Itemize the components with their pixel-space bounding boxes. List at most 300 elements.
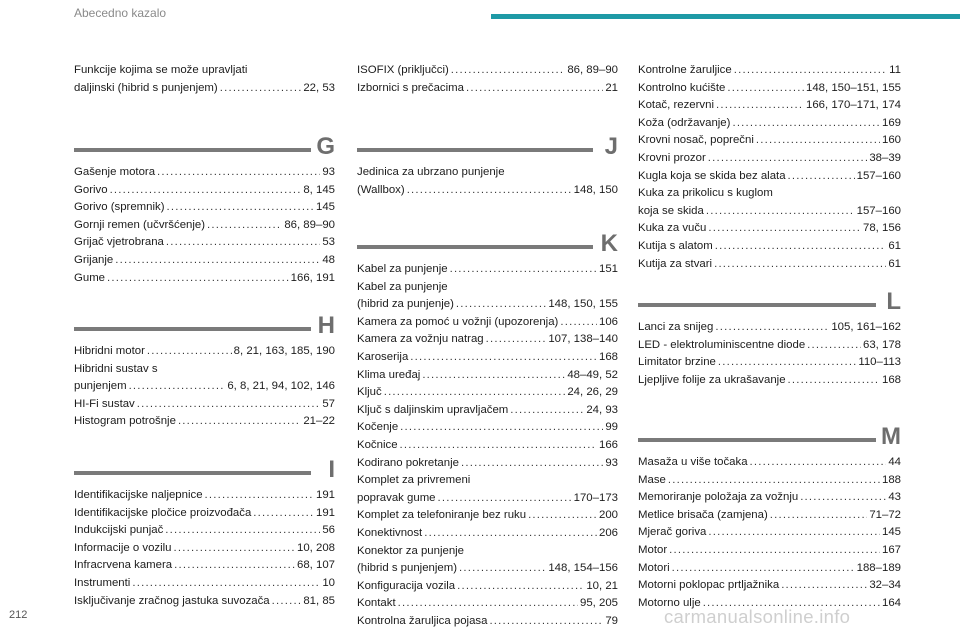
index-entry[interactable] <box>638 319 901 337</box>
index-entry-pages[interactable]: 61 <box>888 240 901 252</box>
index-entry-label: Kugla koja se skida bez alata <box>638 169 786 182</box>
index-entry[interactable] <box>357 349 618 367</box>
index-entry-line <box>357 331 618 349</box>
dot-leader <box>457 578 584 596</box>
section-letter: G <box>316 133 335 160</box>
index-entry-pages[interactable]: 86, 89–90 <box>567 64 618 76</box>
dot-leader <box>708 220 861 238</box>
index-entry-line <box>74 378 335 396</box>
index-entry-pages[interactable]: 148, 150, 155 <box>548 298 618 311</box>
index-entry-label: Kotač, rezervni <box>638 99 714 112</box>
index-entry-pages[interactable]: 78, 156 <box>862 222 901 235</box>
index-entry-label: Mase <box>638 473 666 486</box>
dot-leader <box>272 593 302 611</box>
index-entry-line <box>74 234 335 252</box>
index-entry[interactable] <box>357 595 618 613</box>
index-entry-label: Kutija s alatom <box>638 240 713 252</box>
dot-leader <box>708 524 880 542</box>
index-entry-line <box>638 62 901 80</box>
index-entry[interactable] <box>74 182 335 200</box>
dot-leader <box>424 525 597 543</box>
index-entry[interactable] <box>638 489 901 507</box>
dot-leader <box>167 199 314 217</box>
dot-leader <box>668 472 880 490</box>
index-entry-pages[interactable]: 166, 191 <box>290 271 335 284</box>
index-entry-text: Kuka za prikolicu s kuglom <box>638 187 773 200</box>
index-entry-pages[interactable]: 93 <box>322 166 335 178</box>
index-entry-pages[interactable]: 188 <box>881 473 901 486</box>
index-entry-pages[interactable]: 71–72 <box>869 508 901 521</box>
header-accent-bar <box>491 14 960 19</box>
index-entry-label: Memoriranje položaja za vožnju <box>638 491 799 504</box>
index-entry-pages[interactable]: 10, 21 <box>586 579 618 592</box>
index-entry-label: Kontrolne žaruljice <box>638 64 732 76</box>
index-entry-line <box>74 487 335 505</box>
index-entry-label: Kutija za stvari <box>638 257 713 270</box>
index-entry-line <box>638 542 901 560</box>
dot-leader <box>461 455 603 473</box>
index-entry-label: popravak gume <box>357 491 436 504</box>
index-entry[interactable] <box>638 62 901 80</box>
section-letter: M <box>881 423 901 450</box>
index-entry[interactable] <box>74 270 335 288</box>
index-entry-line <box>74 343 335 361</box>
index-entry-line <box>638 97 901 115</box>
index-entry[interactable] <box>638 115 901 133</box>
index-entry[interactable] <box>357 261 618 279</box>
index-entry-label: Koža (održavanje) <box>638 116 731 129</box>
index-entry-label: Kodirano pokretanje <box>357 456 459 469</box>
index-entry-label: Kabel za punjenje <box>357 263 448 275</box>
index-entry-line <box>357 613 618 631</box>
dot-leader <box>207 217 282 235</box>
section-letter: J <box>604 133 618 160</box>
index-entry-pages[interactable]: 32–34 <box>869 579 901 592</box>
index-entry[interactable] <box>357 62 618 80</box>
index-entry-pages[interactable]: 48–49, 52 <box>567 368 618 381</box>
index-entry[interactable] <box>74 413 335 431</box>
dot-leader <box>788 372 880 390</box>
index-entry-line <box>357 437 618 455</box>
index-entry-line <box>638 319 901 337</box>
index-entry-pages[interactable]: 110–113 <box>858 356 901 369</box>
dot-leader <box>715 238 887 256</box>
index-entry[interactable] <box>74 540 335 558</box>
index-entry-pages[interactable]: 53 <box>322 236 335 249</box>
index-entry-label: Ključ s daljinskim upravljačem <box>357 403 509 416</box>
index-entry[interactable] <box>357 472 618 507</box>
index-entry-line <box>638 372 901 390</box>
index-entry[interactable] <box>74 522 335 540</box>
index-entry-pages[interactable]: 170–173 <box>573 491 618 504</box>
index-entry-label: (hibrid s punjenjem) <box>357 562 458 575</box>
index-entry-pages[interactable]: 21–22 <box>303 415 335 428</box>
index-entry-text: Komplet za privremeni <box>357 474 471 487</box>
index-entry-line <box>638 168 901 186</box>
index-entry-pages[interactable]: 188–189 <box>856 561 901 574</box>
index-entry-line <box>638 507 901 525</box>
index-entry-label: Klima uređaj <box>357 368 421 381</box>
index-entry-line <box>357 507 618 525</box>
index-entry[interactable] <box>638 220 901 238</box>
dot-leader <box>528 507 597 525</box>
dot-leader <box>706 203 855 221</box>
dot-leader <box>486 331 547 349</box>
index-entry-pages[interactable]: 107, 138–140 <box>548 333 618 346</box>
index-entry-pages[interactable]: 38–39 <box>869 152 901 164</box>
index-entry-label: Kontrolno kućište <box>638 81 726 94</box>
index-entry-pages[interactable]: 24, 93 <box>586 403 618 416</box>
index-entry-label: Gume <box>74 271 106 284</box>
index-entry-pages[interactable]: 167 <box>881 544 901 556</box>
index-entry[interactable] <box>357 543 618 578</box>
index-entry-line <box>638 560 901 578</box>
index-entry-label: Gorivo <box>74 183 108 196</box>
index-entry-label: Lanci za snijeg <box>638 321 714 333</box>
dot-leader <box>466 80 603 98</box>
index-entry-label: Kuka za vuču <box>638 222 707 235</box>
index-entry[interactable] <box>638 560 901 578</box>
dot-leader <box>398 595 578 613</box>
dot-leader <box>384 384 566 402</box>
index-entry[interactable] <box>74 593 335 611</box>
index-entry-line <box>357 543 618 561</box>
index-entry-pages[interactable]: 99 <box>605 421 618 434</box>
index-entry-label: Gašenje motora <box>74 166 156 178</box>
index-entry-pages[interactable]: 148, 150 <box>573 183 618 196</box>
index-entry-label: Konektivnost <box>357 527 423 539</box>
index-entry-label: Konfiguracija vozila <box>357 579 456 592</box>
index-entry-label: Gornji remen (učvršćenje) <box>74 218 206 231</box>
index-entry-pages[interactable]: 191 <box>315 489 335 501</box>
index-entry-line <box>638 489 901 507</box>
index-entry-line <box>74 164 335 182</box>
index-entry-pages[interactable]: 48 <box>322 254 335 266</box>
index-entry[interactable] <box>357 525 618 543</box>
dot-leader <box>459 560 546 578</box>
index-entry-label: Izbornici s prečacima <box>357 81 464 94</box>
index-entry-line <box>74 396 335 414</box>
index-entry-pages[interactable]: 68, 107 <box>296 559 335 572</box>
index-entry[interactable] <box>74 343 335 361</box>
index-entry-pages[interactable]: 61 <box>888 257 901 270</box>
index-entry-line <box>638 595 901 613</box>
dot-leader <box>110 182 302 200</box>
index-entry[interactable] <box>74 575 335 593</box>
index-entry-label: Kočnice <box>357 439 398 451</box>
index-entry-pages[interactable]: 200 <box>598 509 618 522</box>
dot-leader <box>174 557 295 575</box>
section-rule <box>638 438 876 442</box>
index-entry-label: Motor <box>638 544 668 556</box>
index-entry-pages[interactable]: 168 <box>881 373 901 386</box>
index-entry-line <box>74 80 335 98</box>
index-entry[interactable] <box>74 252 335 270</box>
section-rule <box>357 148 593 152</box>
section-letter: H <box>317 312 335 339</box>
index-entry-pages[interactable]: 151 <box>598 263 618 275</box>
index-entry[interactable] <box>638 150 901 168</box>
index-entry[interactable] <box>638 185 901 220</box>
index-entry-line <box>357 578 618 596</box>
index-entry-pages[interactable]: 86, 89–90 <box>284 218 335 231</box>
index-entry-line <box>638 454 901 472</box>
dot-leader <box>788 168 855 186</box>
index-entry-pages[interactable]: 145 <box>881 526 901 539</box>
index-entry-label: LED - elektroluminiscentne diode <box>638 338 806 351</box>
index-entry-label: Kamera za pomoć u vožnji (upozorenja) <box>357 315 559 328</box>
index-entry-line <box>357 164 618 182</box>
dot-leader <box>410 349 597 367</box>
index-entry[interactable] <box>638 354 901 372</box>
index-entry[interactable] <box>638 542 901 560</box>
index-entry-line <box>638 577 901 595</box>
index-entry-pages[interactable]: 56 <box>322 524 335 537</box>
index-entry-label: koja se skida <box>638 204 704 217</box>
section-rule <box>74 148 311 152</box>
index-entry[interactable] <box>74 396 335 414</box>
index-entry[interactable] <box>74 217 335 235</box>
index-entry[interactable] <box>357 613 618 631</box>
index-entry-pages[interactable]: 63, 178 <box>862 338 901 351</box>
index-entry-pages[interactable]: 191 <box>315 506 335 519</box>
index-entry-label: Hibridni motor <box>74 345 145 357</box>
index-entry-line <box>357 62 618 80</box>
dot-leader <box>132 575 320 593</box>
index-entry-line <box>357 595 618 613</box>
index-entry-label: Gorivo (spremnik) <box>74 201 165 214</box>
index-entry-label: Motorno ulje <box>638 596 701 609</box>
index-entry-line <box>638 80 901 98</box>
dot-leader <box>456 296 546 314</box>
dot-leader <box>510 402 584 420</box>
index-entry-line <box>74 413 335 431</box>
index-entry-pages[interactable]: 81, 85 <box>303 594 335 607</box>
index-entry[interactable] <box>638 507 901 525</box>
dot-leader <box>166 234 320 252</box>
index-entry-pages[interactable]: 105, 161–162 <box>831 321 901 333</box>
index-entry[interactable] <box>357 402 618 420</box>
index-entry-line <box>357 314 618 332</box>
index-entry[interactable] <box>638 524 901 542</box>
index-entry[interactable] <box>638 168 901 186</box>
index-entry-label: Indukcijski punjač <box>74 524 164 537</box>
index-entry[interactable] <box>638 132 901 150</box>
index-entry-label: Kontrolna žaruljica pojasa <box>357 615 488 627</box>
dot-leader <box>107 270 289 288</box>
index-entry-pages[interactable]: 164 <box>881 596 901 609</box>
index-entry-label: Kontakt <box>357 597 396 610</box>
index-entry-line <box>357 490 618 508</box>
index-entry-line <box>638 337 901 355</box>
dot-leader <box>807 337 861 355</box>
dot-leader <box>560 314 597 332</box>
section-rule <box>74 471 311 475</box>
dot-leader <box>438 490 572 508</box>
index-entry-label: Ljepljive folije za ukrašavanje <box>638 373 786 386</box>
index-entry-label: Kočenje <box>357 421 399 434</box>
index-entry-pages[interactable]: 10, 208 <box>296 541 335 554</box>
index-entry-pages[interactable]: 79 <box>605 615 618 627</box>
index-entry[interactable] <box>357 507 618 525</box>
dot-leader <box>703 595 880 613</box>
index-entry[interactable] <box>357 367 618 385</box>
index-entry-line <box>357 560 618 578</box>
index-entry[interactable] <box>357 455 618 473</box>
index-entry-line <box>638 256 901 274</box>
dot-leader <box>770 507 868 525</box>
dot-leader <box>400 437 597 455</box>
index-entry-text: Jedinica za ubrzano punjenje <box>357 166 505 178</box>
index-entry-pages[interactable]: 11 <box>889 64 901 76</box>
index-entry[interactable] <box>638 337 901 355</box>
index-entry-pages[interactable]: 168 <box>598 351 618 363</box>
section-letter: K <box>600 230 618 257</box>
index-entry-label: Grijač vjetrobrana <box>74 236 164 249</box>
index-entry-label: (Wallbox) <box>357 183 405 196</box>
index-entry-line <box>638 132 901 150</box>
dot-leader <box>157 164 320 182</box>
index-entry-line <box>74 361 335 379</box>
index-entry[interactable] <box>74 234 335 252</box>
dot-leader <box>718 354 856 372</box>
dot-leader <box>165 522 320 540</box>
index-entry-pages[interactable]: 160 <box>881 134 901 147</box>
index-entry-line <box>357 367 618 385</box>
index-entry-pages[interactable]: 43 <box>888 491 901 504</box>
dot-leader <box>178 413 301 431</box>
section-rule <box>74 327 311 331</box>
section-letter: I <box>328 456 335 483</box>
dot-leader <box>422 367 565 385</box>
index-entry-label: Karoserija <box>357 351 409 363</box>
dot-leader <box>708 150 868 168</box>
index-entry-pages[interactable]: 44 <box>888 456 901 468</box>
index-entry-text: Hibridni sustav s <box>74 362 158 375</box>
index-entry-line <box>357 384 618 402</box>
dot-leader <box>407 182 572 200</box>
section-letter: L <box>886 288 901 315</box>
index-entry-pages[interactable]: 148, 154–156 <box>548 562 618 575</box>
index-entry-text: Kabel za punjenje <box>357 280 448 293</box>
dot-leader <box>669 542 880 560</box>
index-entry-label: Histogram potrošnje <box>74 415 176 428</box>
index-entry[interactable] <box>357 384 618 402</box>
index-entry-label: Ključ <box>357 386 382 399</box>
index-entry[interactable] <box>357 578 618 596</box>
index-entry-line <box>74 270 335 288</box>
index-entry-line <box>74 540 335 558</box>
index-entry-pages[interactable]: 57 <box>322 397 335 410</box>
index-entry-label: Motori <box>638 561 670 574</box>
index-entry-label: Instrumenti <box>74 577 131 589</box>
index-entry[interactable] <box>74 62 335 97</box>
index-entry-pages[interactable]: 148, 150–151, 155 <box>805 81 901 94</box>
index-entry-pages[interactable]: 206 <box>598 527 618 539</box>
index-entry-line <box>74 182 335 200</box>
index-entry-pages[interactable]: 8, 145 <box>303 183 335 196</box>
index-entry-pages[interactable]: 24, 26, 29 <box>567 386 618 399</box>
index-entry-line <box>74 557 335 575</box>
index-entry-line <box>74 505 335 523</box>
dot-leader <box>253 505 314 523</box>
dot-leader <box>129 378 226 396</box>
index-entry-label: Masaža u više točaka <box>638 456 748 468</box>
dot-leader <box>750 454 887 472</box>
index-entry-label: Isključivanje zračnog jastuka suvozača <box>74 594 270 607</box>
index-entry[interactable] <box>74 487 335 505</box>
index-entry-line <box>74 593 335 611</box>
index-entry-pages[interactable]: 157–160 <box>856 204 901 217</box>
index-entry[interactable] <box>638 97 901 115</box>
dot-leader <box>174 540 295 558</box>
index-entry-line <box>74 575 335 593</box>
index-entry-label: Mjerač goriva <box>638 526 707 539</box>
dot-leader <box>714 256 886 274</box>
index-entry[interactable] <box>638 256 901 274</box>
index-entry[interactable] <box>638 238 901 256</box>
index-entry[interactable] <box>357 331 618 349</box>
index-entry[interactable] <box>74 505 335 523</box>
index-entry-pages[interactable]: 157–160 <box>856 169 901 182</box>
index-entry-pages[interactable]: 169 <box>881 116 901 129</box>
watermark: carmanualsonline.info <box>664 606 851 627</box>
dot-leader <box>450 261 597 279</box>
index-entry-line <box>638 185 901 203</box>
index-entry[interactable] <box>638 577 901 595</box>
index-entry[interactable] <box>638 595 901 613</box>
index-entry[interactable] <box>74 361 335 396</box>
dot-leader <box>137 396 321 414</box>
index-entry-pages[interactable]: 106 <box>598 315 618 328</box>
index-entry-pages[interactable]: 10 <box>322 577 335 589</box>
index-entry[interactable] <box>74 557 335 575</box>
index-entry[interactable] <box>357 437 618 455</box>
index-entry-pages[interactable]: 6, 8, 21, 94, 102, 146 <box>227 380 335 393</box>
index-entry[interactable] <box>357 279 618 314</box>
index-entry[interactable] <box>638 472 901 490</box>
index-entry-pages[interactable]: 22, 53 <box>303 81 335 94</box>
index-entry-pages[interactable]: 93 <box>605 456 618 469</box>
index-entry-line <box>638 150 901 168</box>
index-entry-label: punjenjem <box>74 380 127 393</box>
index-entry-pages[interactable]: 21 <box>605 81 618 94</box>
index-entry[interactable] <box>638 454 901 472</box>
dot-leader <box>147 343 232 361</box>
index-entry-label: ISOFIX (priključci) <box>357 64 449 76</box>
index-entry-line <box>357 472 618 490</box>
index-entry[interactable] <box>638 372 901 390</box>
index-entry-label: HI-Fi sustav <box>74 397 135 410</box>
index-entry-text: Funkcije kojima se može upravljati <box>74 64 248 76</box>
index-entry[interactable] <box>638 80 901 98</box>
index-entry-pages[interactable]: 95, 205 <box>579 597 618 610</box>
index-entry[interactable] <box>74 199 335 217</box>
index-entry[interactable] <box>357 314 618 332</box>
index-entry[interactable] <box>357 419 618 437</box>
index-entry[interactable] <box>74 164 335 182</box>
index-entry[interactable] <box>357 164 618 199</box>
dot-leader <box>732 115 880 133</box>
index-entry-pages[interactable]: 166, 170–171, 174 <box>805 99 901 112</box>
index-entry[interactable] <box>357 80 618 98</box>
index-entry-line <box>74 199 335 217</box>
index-entry-line <box>357 419 618 437</box>
index-entry-pages[interactable]: 8, 21, 163, 185, 190 <box>233 345 335 357</box>
index-entry-pages[interactable]: 166 <box>598 439 618 451</box>
index-entry-pages[interactable]: 145 <box>315 201 335 214</box>
dot-leader <box>115 252 320 270</box>
